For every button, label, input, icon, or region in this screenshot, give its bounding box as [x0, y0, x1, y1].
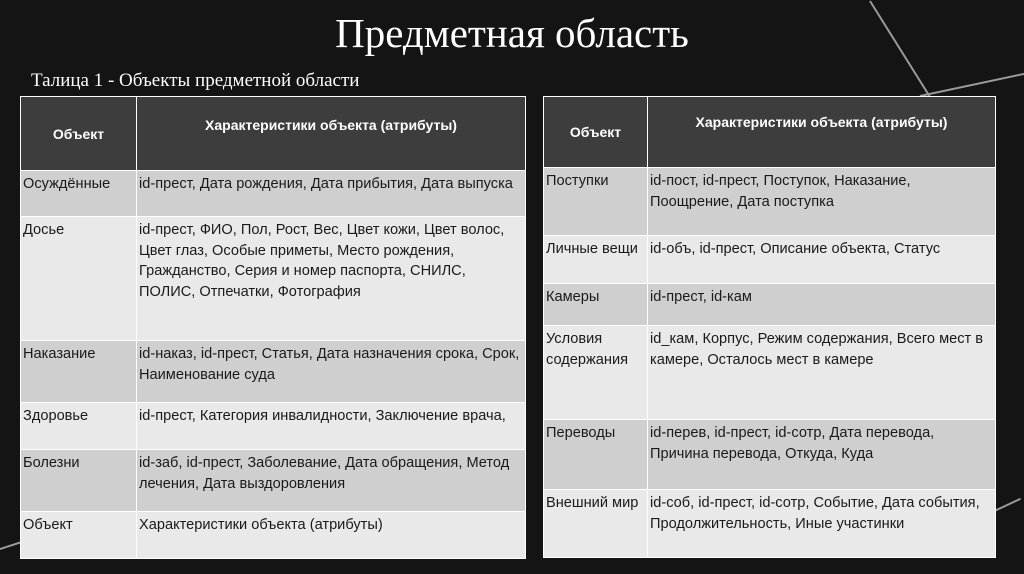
- header-object: Объект: [544, 97, 648, 168]
- object-name: Досье: [21, 217, 137, 341]
- object-name: Здоровье: [21, 403, 137, 450]
- object-name: Переводы: [544, 420, 648, 490]
- object-name: Камеры: [544, 284, 648, 326]
- header-attributes: Характеристики объекта (атрибуты): [648, 97, 996, 168]
- object-attributes: id-соб, id-прест, id-сотр, Событие, Дата события, Продолжительность, Иные участинки: [648, 490, 996, 558]
- table-row: [544, 236, 996, 284]
- object-attributes: id_кам, Корпус, Режим содержания, Всего мест в камере, Осталось мест в камере: [648, 326, 996, 420]
- table-row: [21, 512, 526, 559]
- object-attributes: id-пост, id-прест, Поступок, Наказание, Поощрение, Дата поступка: [648, 168, 996, 236]
- object-attributes: id-наказ, id-прест, Статья, Дата назначения срока, Срок, Наименование суда: [137, 341, 526, 403]
- object-name: Болезни: [21, 450, 137, 512]
- table-row: [544, 284, 996, 326]
- object-name: Личные вещи: [544, 236, 648, 284]
- object-attributes: id-заб, id-прест, Заболевание, Дата обращения, Метод лечения, Дата выздоровления: [137, 450, 526, 512]
- table-row: [21, 341, 526, 403]
- object-name: Наказание: [21, 341, 137, 403]
- object-name: Осуждённые: [21, 171, 137, 217]
- background-line: [920, 72, 1024, 97]
- header-attributes: Характеристики объекта (атрибуты): [137, 97, 526, 171]
- slide-title: Предметная область: [335, 10, 689, 56]
- table-row: [21, 403, 526, 450]
- object-attributes: id-прест, Категория инвалидности, Заключение врача,: [137, 403, 526, 450]
- object-name: Условия содержания: [544, 326, 648, 420]
- header-object: Объект: [21, 97, 137, 171]
- table-row: [544, 326, 996, 420]
- object-attributes: id-прест, id-кам: [648, 284, 996, 326]
- object-name: Поступки: [544, 168, 648, 236]
- table-row: [544, 420, 996, 490]
- table-row: [21, 171, 526, 217]
- table-row: [544, 490, 996, 558]
- objects-table-right: [543, 96, 996, 558]
- object-attributes: id-объ, id-прест, Описание объекта, Статус: [648, 236, 996, 284]
- object-attributes: id-прест, ФИО, Пол, Рост, Вес, Цвет кожи, Цвет волос, Цвет глаз, Особые приметы, Место рождения, Гражданство, Серия и номер паспорта, СНИЛС, ПОЛИС, Отпечатки, Фотография: [137, 217, 526, 341]
- table-caption: Талица 1 - Объекты предметной области: [31, 70, 360, 91]
- objects-table-left: [20, 96, 526, 559]
- table-row: [21, 450, 526, 512]
- object-attributes: Характеристики объекта (атрибуты): [137, 512, 526, 559]
- table-row: [544, 168, 996, 236]
- object-attributes: id-прест, Дата рождения, Дата прибытия, Дата выпуска: [137, 171, 526, 217]
- object-name: Внешний мир: [544, 490, 648, 558]
- object-attributes: id-перев, id-прест, id-сотр, Дата перевода, Причина перевода, Откуда, Куда: [648, 420, 996, 490]
- object-name: Объект: [21, 512, 137, 559]
- table-row: [21, 217, 526, 341]
